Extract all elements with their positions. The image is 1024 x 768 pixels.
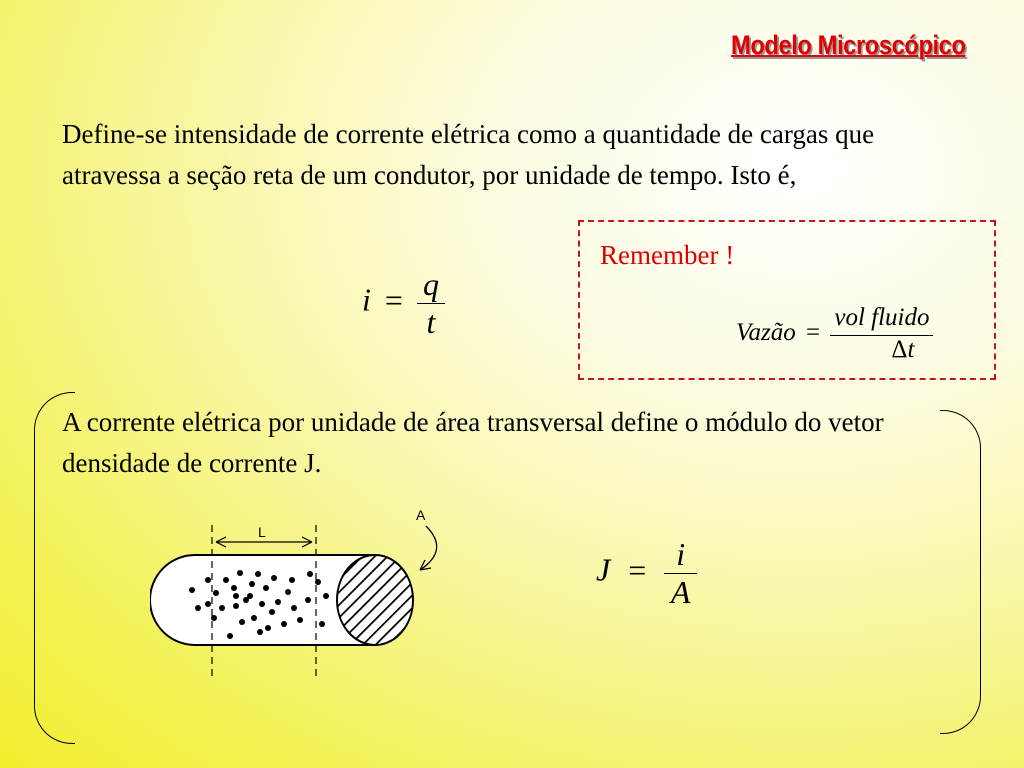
conductor-diagram — [150, 500, 450, 690]
length-label: L — [258, 524, 266, 540]
current-numerator: i — [664, 536, 697, 574]
charge-over-time-fraction — [417, 266, 445, 341]
current-density-symbol: J — [596, 551, 611, 588]
equals-sign: = — [628, 551, 647, 588]
volume-numerator: vol fluido — [830, 304, 933, 336]
time-denominator: t — [426, 303, 436, 340]
remember-box — [578, 220, 996, 380]
delta-symbol: Δ — [891, 335, 908, 363]
time-variable: t — [907, 335, 915, 363]
charge-numerator: q — [417, 266, 445, 304]
remember-label: Remember ! — [600, 240, 735, 270]
equals-sign: = — [805, 318, 821, 346]
flow-rate-formula — [736, 304, 933, 365]
slide-title: Modelo Microscópico — [731, 30, 966, 60]
volume-over-time-fraction — [830, 304, 933, 365]
cross-section-area — [337, 555, 413, 645]
flow-rate-symbol: Vazão — [736, 318, 796, 346]
current-density-formula — [596, 536, 697, 611]
equals-sign: = — [384, 281, 403, 318]
current-symbol: i — [362, 281, 371, 318]
right-bracket — [940, 410, 981, 734]
density-paragraph: A corrente elétrica por unidade de área transversal define o módulo do vetor densidade de corrente J. — [62, 407, 884, 478]
area-label: A — [416, 507, 426, 523]
current-over-area-fraction — [664, 536, 697, 611]
area-denominator: A — [670, 573, 691, 610]
delta-time-denominator — [843, 336, 920, 365]
definition-paragraph: Define-se intensidade de corrente elétrica como a quantidade de cargas que atravessa a seção reta de um condutor, por unidade de tempo. Isto é, — [62, 119, 875, 190]
current-formula — [362, 266, 445, 341]
area-pointer-arrow — [420, 526, 437, 570]
